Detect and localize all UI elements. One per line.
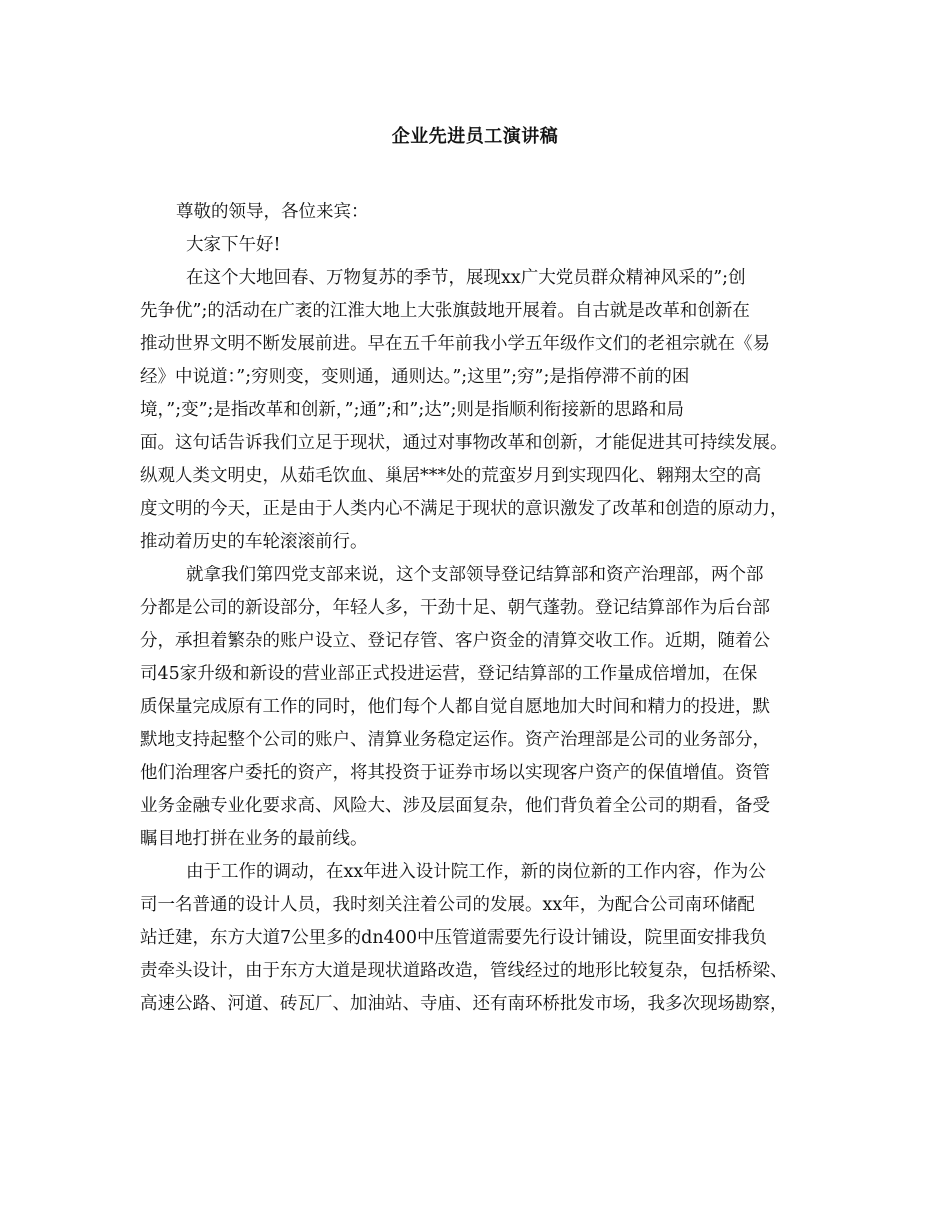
- text-line: 高速公路、河道、砖瓦厂、加油站、寺庙、还有南环桥批发市场，我多次现场勘察，: [140, 994, 788, 1014]
- text-line: 推动着历史的车轮滚滚前行。: [140, 532, 368, 552]
- text-line: 纵观人类文明史，从茹毛饮血、巢居***处的荒蛮岁月到实现四化、翱翔太空的高: [140, 466, 762, 486]
- text-line: 境，”;变”;是指改革和创新，”;通”;和”;达”;则是指顺利衔接新的思路和局: [140, 400, 685, 420]
- text-line: 司45家升级和新设的营业部正式投进运营，登记结算部的工作量成倍增加，在保: [140, 664, 758, 684]
- text-line: 由于工作的调动，在xx年进入设计院工作，新的岗位新的工作内容，作为公: [186, 862, 766, 882]
- text-line: 责牵头设计，由于东方大道是现状道路改造，管线经过的地形比较复杂，包括桥梁、: [140, 961, 788, 981]
- text-line: 推动世界文明不断发展前进。早在五千年前我小学五年级作文们的老祖宗就在《易: [140, 334, 770, 354]
- document-body: [140, 196, 820, 1021]
- text-line: 经》中说道：”;穷则变，变则通，通则达。”;这里”;穷”;是指停滞不前的困: [140, 367, 690, 387]
- text-line: 业务金融专业化要求高、风险大、涉及层面复杂，他们背负着全公司的期看，备受: [140, 796, 770, 816]
- text-line: 先争优”;的活动在广袤的江淮大地上大张旗鼓地开展着。自古就是改革和创新在: [140, 301, 750, 321]
- text-line: 瞩目地打拼在业务的最前线。: [140, 829, 368, 849]
- text-line: 度文明的今天，正是由于人类内心不满足于现状的意识激发了改革和创造的原动力，: [140, 499, 788, 519]
- text-line: 面。这句话告诉我们立足于现状，通过对事物改革和创新，才能促进其可持续发展。: [140, 433, 788, 453]
- text-line: 默地支持起整个公司的账户、清算业务稳定运作。资产治理部是公司的业务部分，: [140, 730, 770, 750]
- text-line: 就拿我们第四党支部来说，这个支部领导登记结算部和资产治理部，两个部: [186, 565, 764, 585]
- text-line: 在这个大地回春、万物复苏的季节，展现xx广大党员群众精神风采的”;创: [186, 268, 746, 288]
- document-title: 企业先进员工演讲稿: [391, 126, 559, 147]
- text-line: 司一名普通的设计人员，我时刻关注着公司的发展。xx年，为配合公司南环储配: [140, 895, 755, 915]
- text-line: 质保量完成原有工作的同时，他们每个人都自觉自愿地加大时间和精力的投进，默: [140, 697, 770, 717]
- text-line: 他们治理客户委托的资产，将其投资于证券市场以实现客户资产的保值增值。资管: [140, 763, 770, 783]
- text-line: 分，承担着繁杂的账户设立、登记存管、客户资金的清算交收工作。近期，随着公: [140, 631, 770, 651]
- text-line: 大家下午好!: [186, 235, 281, 255]
- text-line: 分都是公司的新设部分，年轻人多，干劲十足、朝气蓬勃。登记结算部作为后台部: [140, 598, 770, 618]
- text-line: 站迁建，东方大道7公里多的dn400中压管道需要先行设计铺设，院里面安排我负: [140, 928, 768, 948]
- text-line: 尊敬的领导，各位来宾：: [176, 202, 369, 222]
